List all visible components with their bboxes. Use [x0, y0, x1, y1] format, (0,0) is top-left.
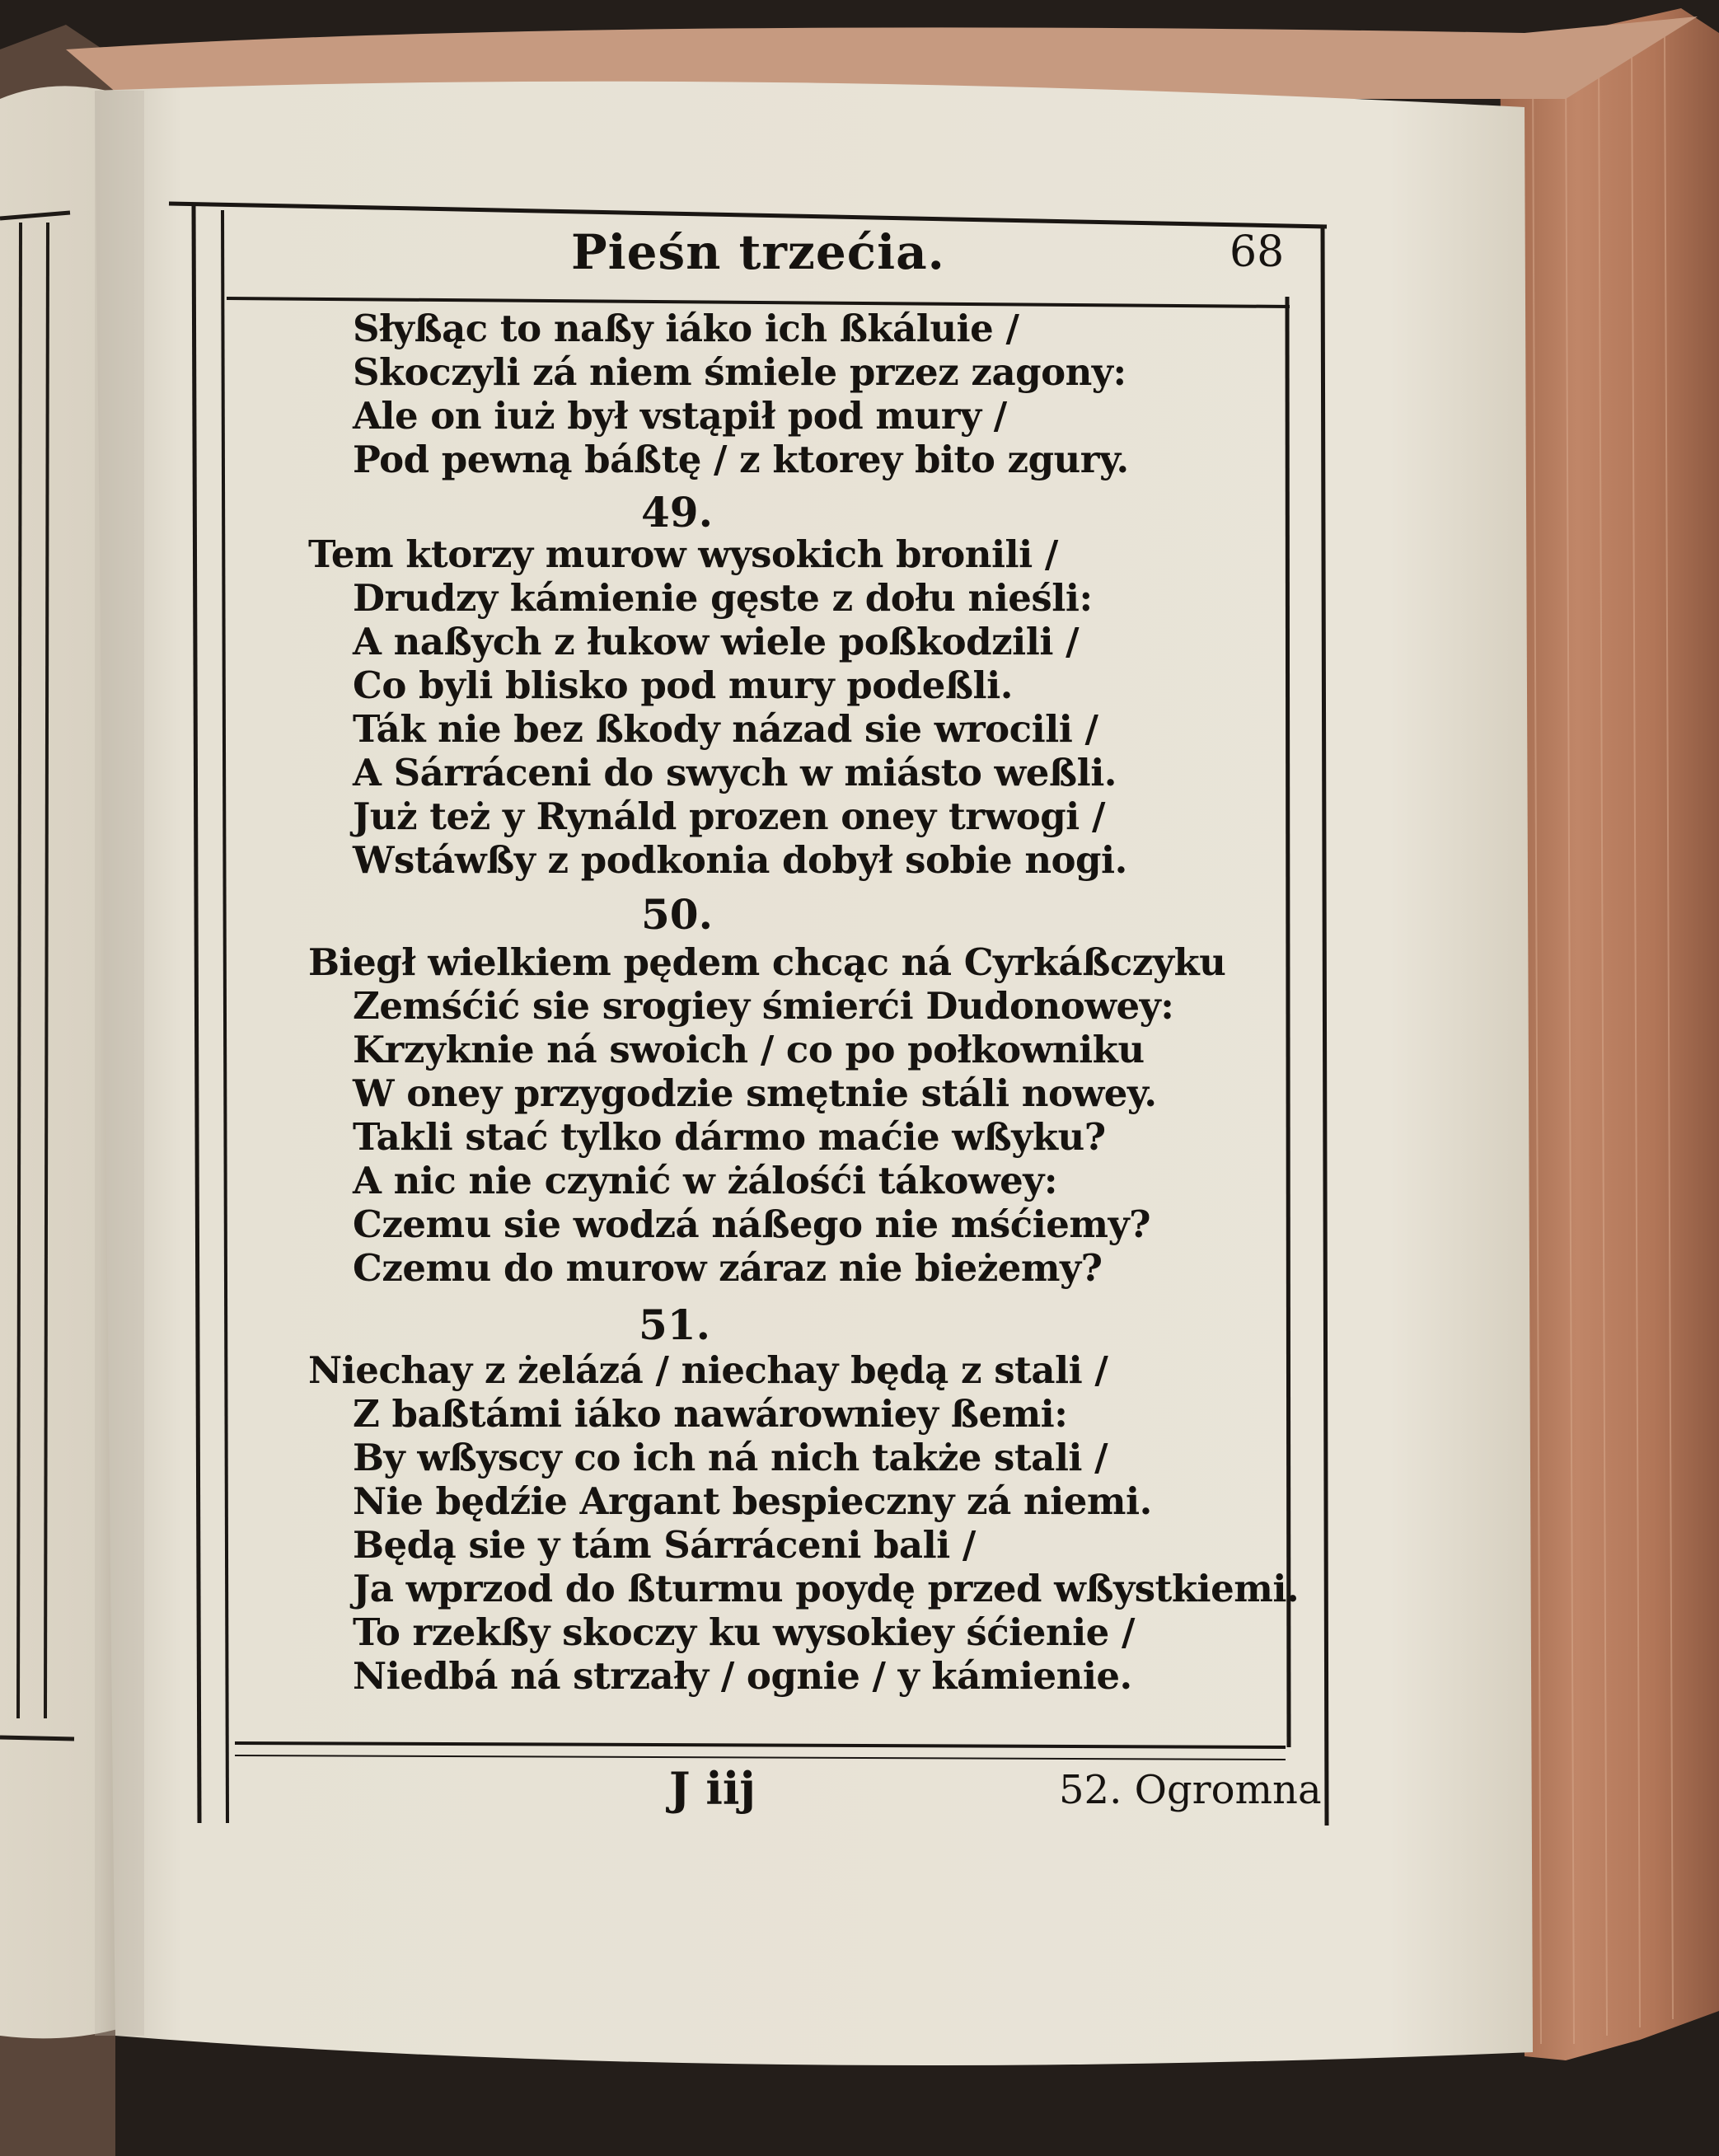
- signature-mark: J iij: [669, 1762, 756, 1815]
- verse-line: Słyßąc to naßy iáko ich ßkáluie /: [353, 307, 1019, 350]
- verse-line: Z baßtámi iáko nawárowniey ßemi:: [353, 1392, 1068, 1436]
- running-head: Pieśn trzećia.: [571, 224, 945, 280]
- stanza-number: 49.: [641, 488, 713, 537]
- verse-line: Ja wprzod do ßturmu poydę przed wßystkiemi.: [353, 1567, 1300, 1610]
- verse-line: A Sárráceni do swych w miásto weßli.: [353, 751, 1117, 794]
- verse-line: Już też y Rynáld prozen oney trwogi /: [353, 794, 1105, 838]
- verse-line: Zemśćić sie srogiey śmierći Dudonowey:: [353, 984, 1174, 1028]
- verse-line: Biegł wielkiem pędem chcąc ná Cyrkáßczyku: [308, 940, 1226, 984]
- verse-line: Pod pewną báßtę / z ktorey bito zgury.: [353, 438, 1129, 481]
- verse-line: Co byli blisko pod mury podeßli.: [353, 663, 1013, 707]
- stanza-number: 51.: [639, 1301, 710, 1349]
- verse-line: W oney przygodzie smętnie stáli nowey.: [353, 1071, 1157, 1115]
- verse-line: A nic nie czynić w żálośći tákowey:: [353, 1159, 1058, 1202]
- stanza-number: 50.: [641, 890, 713, 939]
- verse-line: A naßych z łukow wiele poßkodzili /: [353, 620, 1080, 663]
- verse-line: Takli stać tylko dármo maćie wßyku?: [353, 1115, 1106, 1159]
- verse-line: Niedbá ná strzały / ognie / y kámienie.: [353, 1654, 1132, 1698]
- verse-line: Drudzy kámienie gęste z dołu nieśli:: [353, 576, 1093, 620]
- verse-line: To rzekßy skoczy ku wysokiey śćienie /: [353, 1610, 1135, 1654]
- verse-line: Ták nie bez ßkody názad sie wrocili /: [353, 707, 1098, 751]
- verse-line: Czemu sie wodzá náßego nie mśćiemy?: [353, 1202, 1150, 1246]
- catchword: 52. Ogromna: [1059, 1767, 1322, 1813]
- verse-line: Ale on iuż był vstąpił pod mury /: [353, 394, 1007, 438]
- verse-line: Nie będźie Argant bespieczny zá niemi.: [353, 1479, 1152, 1523]
- verse-line: Tem ktorzy murow wysokich bronili /: [308, 532, 1058, 576]
- page-number: 68: [1230, 227, 1285, 277]
- verse-line: Niechay z żelázá / niechay będą z stali /: [308, 1348, 1108, 1392]
- verse-line: Będą sie y tám Sárráceni bali /: [353, 1523, 976, 1567]
- verse-line: Skoczyli zá niem śmiele przez zagony:: [353, 350, 1126, 394]
- verse-line: Wstáwßy z podkonia dobył sobie nogi.: [353, 838, 1127, 882]
- verse-line: By wßyscy co ich ná nich także stali /: [353, 1436, 1108, 1479]
- verse-line: Krzyknie ná swoich / co po połkowniku: [353, 1028, 1145, 1071]
- verse-line: Czemu do murow záraz nie bieżemy?: [353, 1246, 1103, 1290]
